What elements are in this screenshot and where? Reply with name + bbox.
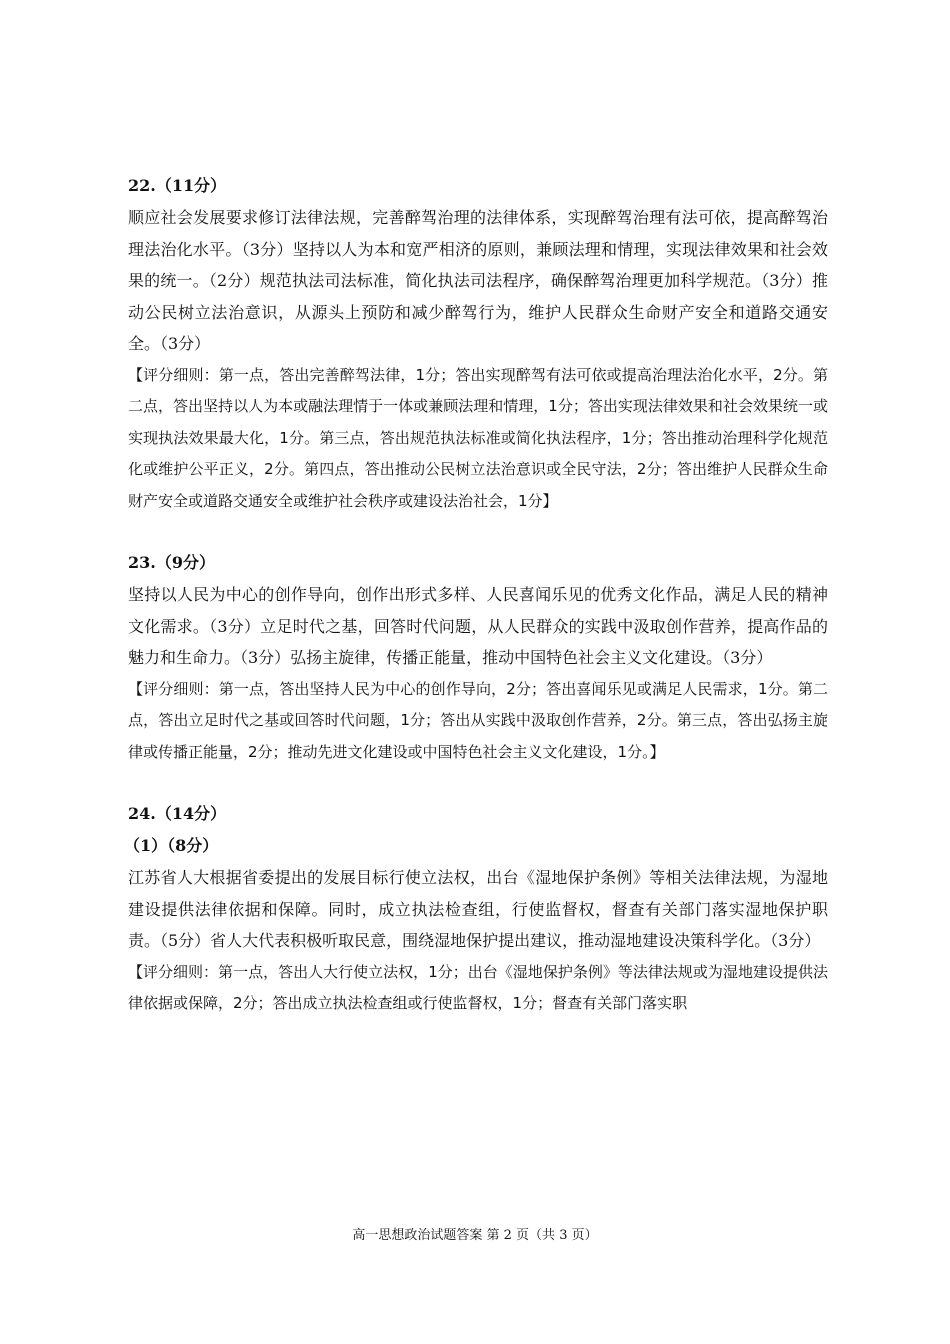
question-22 — [128, 170, 828, 517]
question-23-rubric: 【评分细则：第一点，答出坚持人民为中心的创作导向，2分；答出喜闻乐见或满足人民需求，1分。第二点，答出立足时代之基或回答时代问题，1分；答出从实践中汲取创作营养，2分。第三点，答出弘扬主旋律或传播正能量，2分；推动先进文化建设或中国特色社会主义文化建设，1分。】 — [128, 679, 828, 761]
page-content — [124, 170, 828, 1020]
question-22-rubric: 【评分细则：第一点，答出完善醉驾法律，1分；答出实现醉驾有法可依或提高治理法治化水平，2分。第二点，答出坚持以人为本或融法理情于一体或兼顾法理和情理，1分；答出实现法律效果和社会效果统一或实现执法效果最大化，1分。第三点，答出规范执法标准或简化执法程序，1分；答出推动治理科学化规范化或维护公平正义，2分。第四点，答出推动公民树立法治意识或全民守法，2分；答出维护人民群众生命财产安全或道路交通安全或维护社会秩序或建设法治社会，1分】 — [128, 365, 828, 510]
question-22-answer: 顺应社会发展要求修订法律法规，完善醉驾治理的法律体系，实现醉驾治理有法可依，提高醉驾治理法治化水平。（3分）坚持以人为本和宽严相济的原则，兼顾法理和情理，实现法律效果和社会效果的统一。（2分）规范执法司法标准，简化执法司法程序，确保醉驾治理更加科学规范。（3分）推动公民树立法治意识，从源头上预防和减少醉驾行为，维护人民群众生命财产安全和道路交通安全。（3分） — [128, 208, 828, 353]
question-22-title: 22.（11分） — [128, 176, 227, 195]
question-24-answer: 江苏省人大根据省委提出的发展目标行使立法权，出台《湿地保护条例》等相关法律法规，为湿地建设提供法律依据和保障。同时，成立执法检查组，行使监督权，督查有关部门落实湿地保护职责。（5分）省人大代表积极听取民意，围绕湿地保护提出建议，推动湿地建设决策科学化。（3分） — [128, 868, 828, 950]
question-23-answer: 坚持以人民为中心的创作导向，创作出形式多样、人民喜闻乐见的优秀文化作品，满足人民的精神文化需求。（3分）立足时代之基，回答时代问题，从人民群众的实践中汲取创作营养，提高作品的魅力和生命力。（3分）弘扬主旋律，传播正能量，推动中国特色社会主义文化建设。（3分） — [128, 585, 828, 667]
question-24 — [124, 798, 828, 1020]
section-gap — [128, 517, 828, 547]
section-gap — [128, 768, 828, 798]
page-footer: 高一思想政治试题答案 第 2 页（共 3 页） — [352, 1228, 598, 1243]
question-23 — [128, 547, 828, 768]
question-24-title: 24.（14分） — [128, 804, 227, 823]
question-23-title: 23.（9分） — [128, 553, 215, 572]
question-24-rubric: 【评分细则：第一点，答出人大行使立法权，1分；出台《湿地保护条例》等法律法规或为湿地建设提供法律依据或保障，2分；答出成立执法检查组或行使监督权，1分；督查有关部门落实职 — [128, 962, 828, 1012]
question-24-part-1-title: （1）（8分） — [124, 836, 219, 855]
